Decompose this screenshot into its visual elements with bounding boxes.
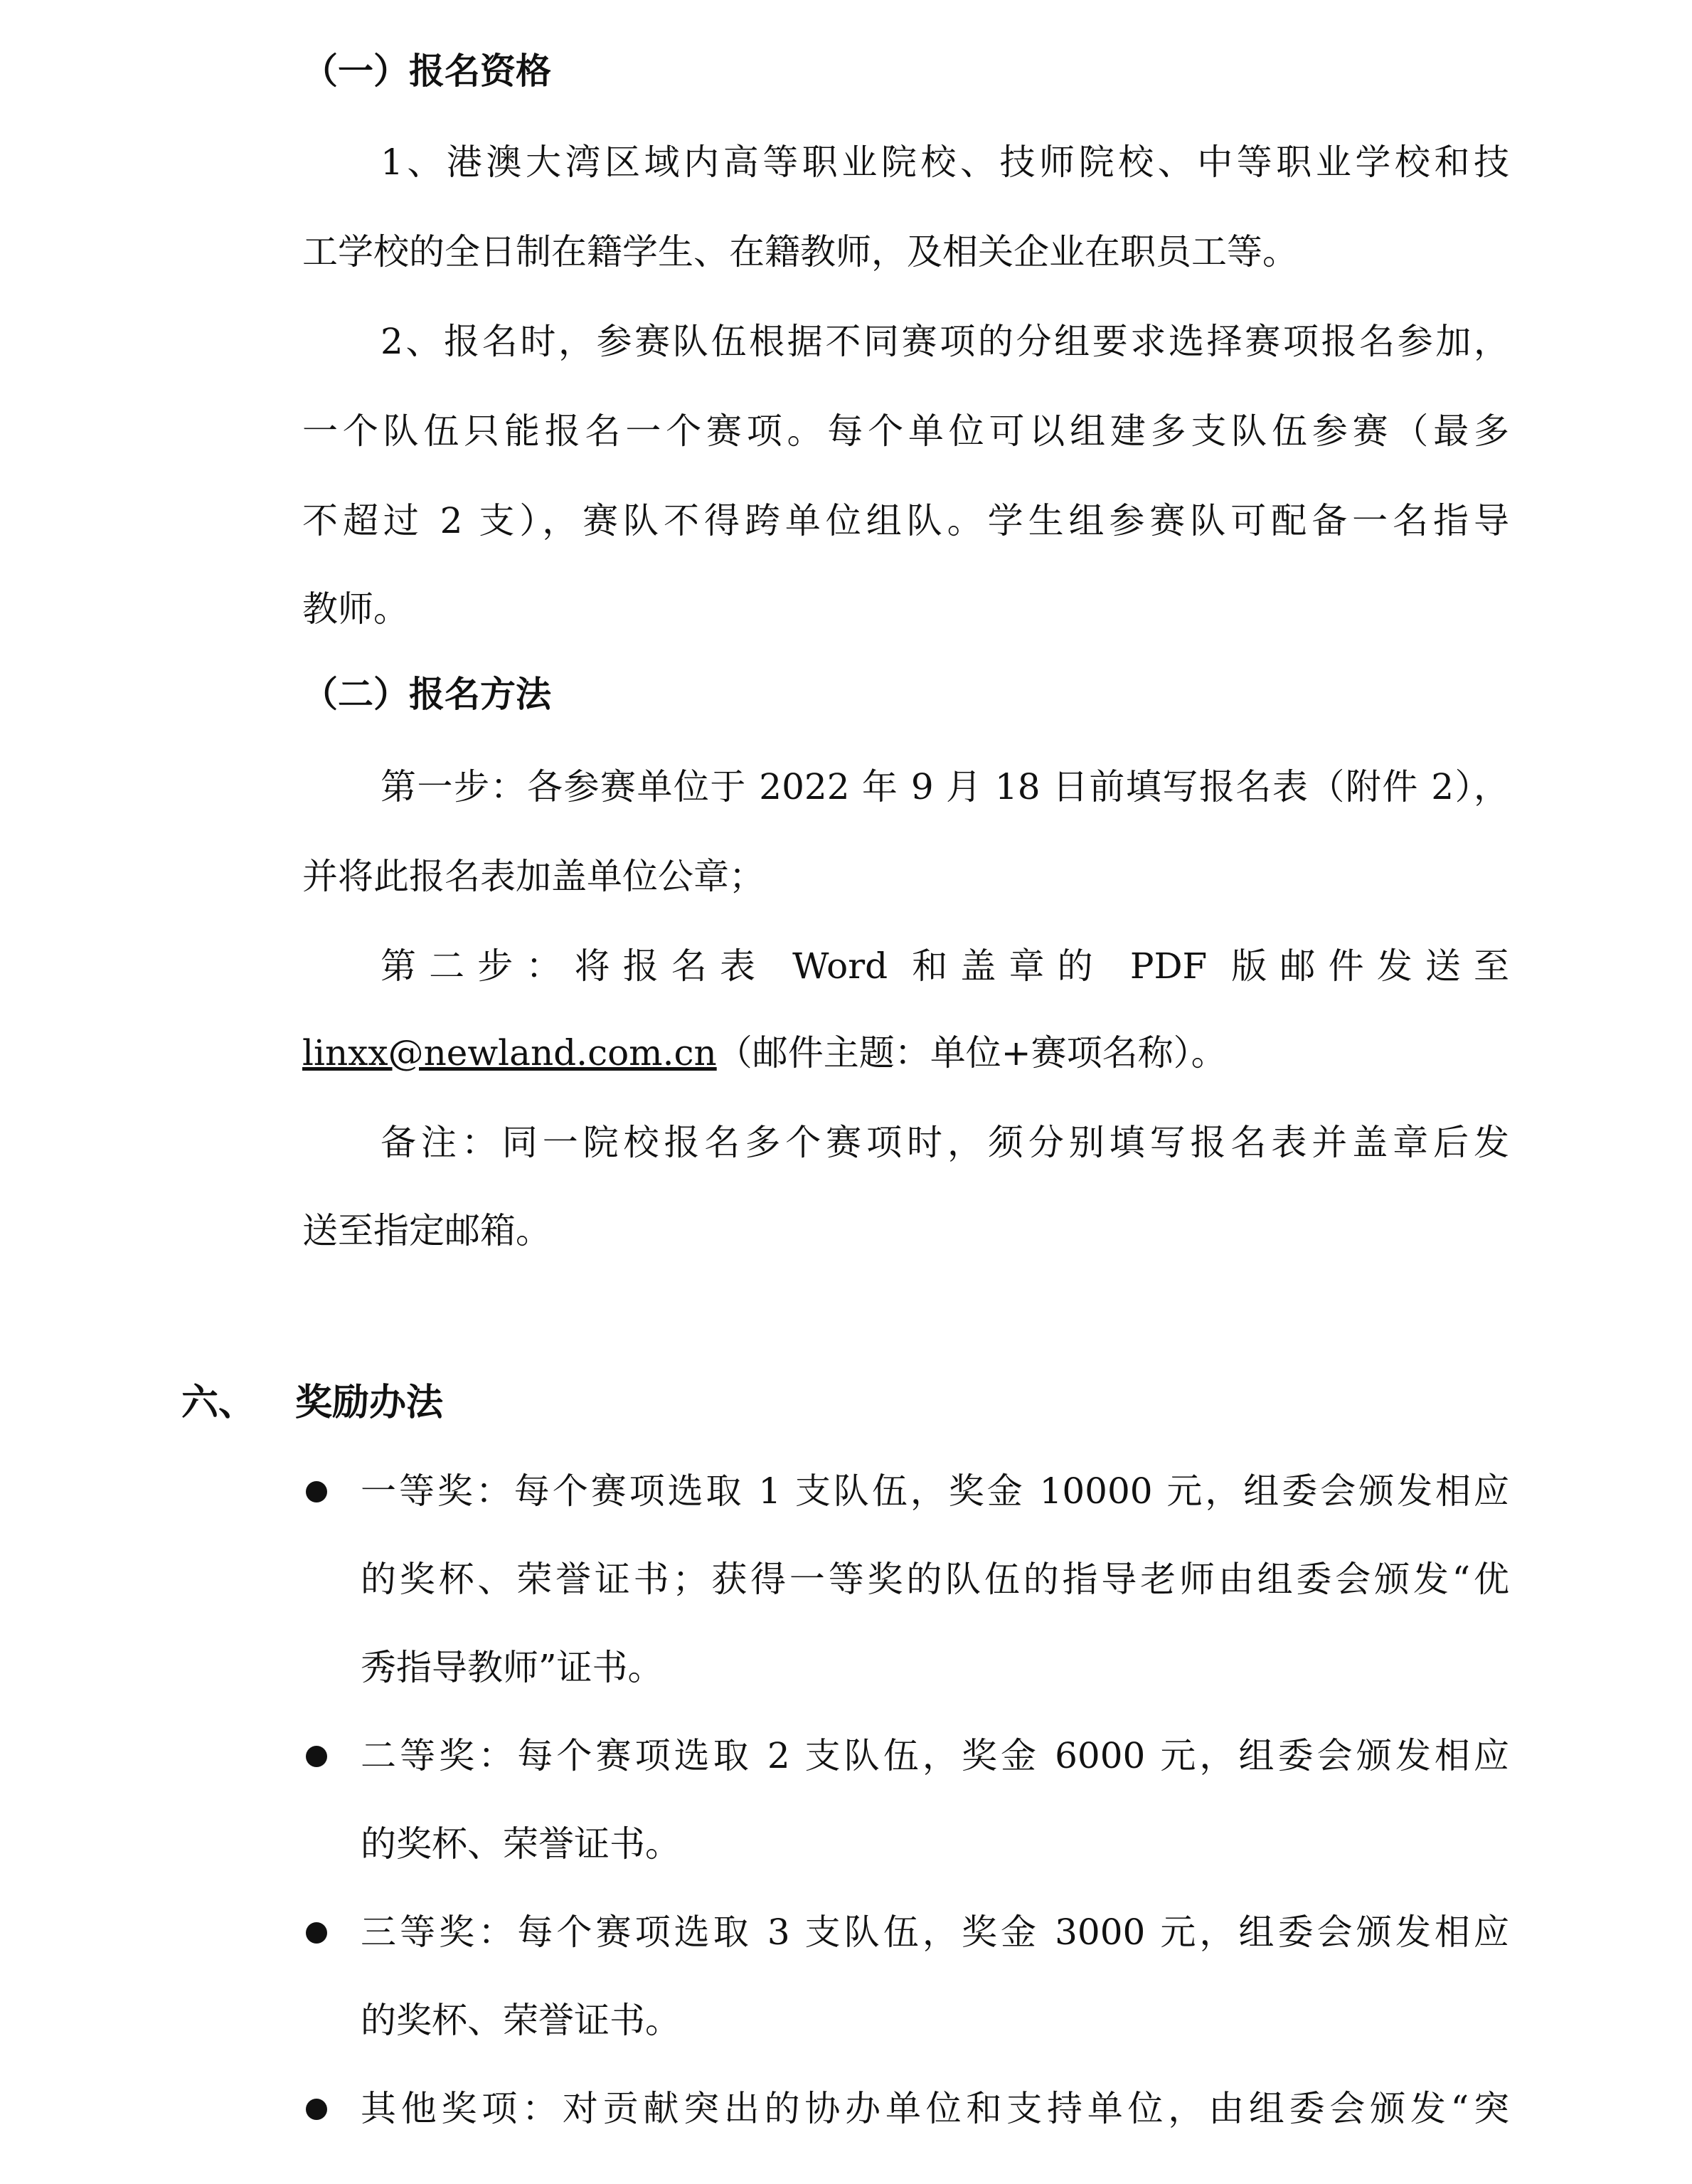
- method-step1-line1: 第一步：各参赛单位于 2022 年 9 月 18 日前填写报名表（附件 2），: [381, 766, 1509, 807]
- eligibility-item2-line3: 不超过 2 支），赛队不得跨单位组队。学生组参赛队可配备一名指导: [302, 500, 1509, 541]
- method-step2-line1: 第二步：将报名表 Word 和盖章的 PDF 版邮件发送至: [381, 945, 1509, 987]
- method-step2-line2: [302, 1027, 1227, 1078]
- award-third-line2: 的奖杯、荣誉证书。: [361, 2000, 681, 2041]
- section6-number: 六、: [181, 1382, 256, 1424]
- award-second-line1: 二等奖：每个赛项选取 2 支队伍，奖金 6000 元，组委会颁发相应: [361, 1735, 1509, 1776]
- email-link[interactable]: linxx@newland.com.cn: [302, 1032, 717, 1074]
- bullet-icon: [306, 1481, 327, 1502]
- method-note-line1: 备注：同一院校报名多个赛项时，须分别填写报名表并盖章后发: [381, 1122, 1509, 1163]
- eligibility-heading: （一）报名资格: [302, 51, 551, 92]
- method-heading: （二）报名方法: [302, 674, 551, 715]
- award-first-line3: 秀指导教师”证书。: [361, 1647, 664, 1688]
- eligibility-item2-line4: 教师。: [302, 588, 409, 630]
- eligibility-item1-line2: 工学校的全日制在籍学生、在籍教师，及相关企业在职员工等。: [302, 231, 1298, 272]
- award-first-line1: 一等奖：每个赛项选取 1 支队伍，奖金 10000 元，组委会颁发相应: [361, 1470, 1509, 1512]
- eligibility-item2-line1: 2、报名时，参赛队伍根据不同赛项的分组要求选择赛项报名参加，: [381, 321, 1509, 362]
- award-first-line2: 的奖杯、荣誉证书；获得一等奖的队伍的指导老师由组委会颁发“优: [361, 1559, 1509, 1600]
- eligibility-item2-line2: 一个队伍只能报名一个赛项。每个单位可以组建多支队伍参赛（最多: [302, 410, 1509, 452]
- award-second-line2: 的奖杯、荣誉证书。: [361, 1823, 681, 1865]
- award-other-line1: 其他奖项：对贡献突出的协办单位和支持单位，由组委会颁发“突: [361, 2088, 1509, 2129]
- method-note-line2: 送至指定邮箱。: [302, 1210, 551, 1251]
- bullet-icon: [306, 2099, 327, 2120]
- eligibility-item1-line1: 1、港澳大湾区域内高等职业院校、技师院校、中等职业学校和技: [381, 142, 1509, 183]
- bullet-icon: [306, 1746, 327, 1767]
- bullet-icon: [306, 1922, 327, 1944]
- method-step2-suffix: （邮件主题：单位+赛项名称）。: [716, 1032, 1227, 1074]
- award-third-line1: 三等奖：每个赛项选取 3 支队伍，奖金 3000 元，组委会颁发相应: [361, 1912, 1509, 1953]
- method-step1-line2: 并将此报名表加盖单位公章；: [302, 856, 765, 897]
- section6-title: 奖励办法: [295, 1382, 444, 1424]
